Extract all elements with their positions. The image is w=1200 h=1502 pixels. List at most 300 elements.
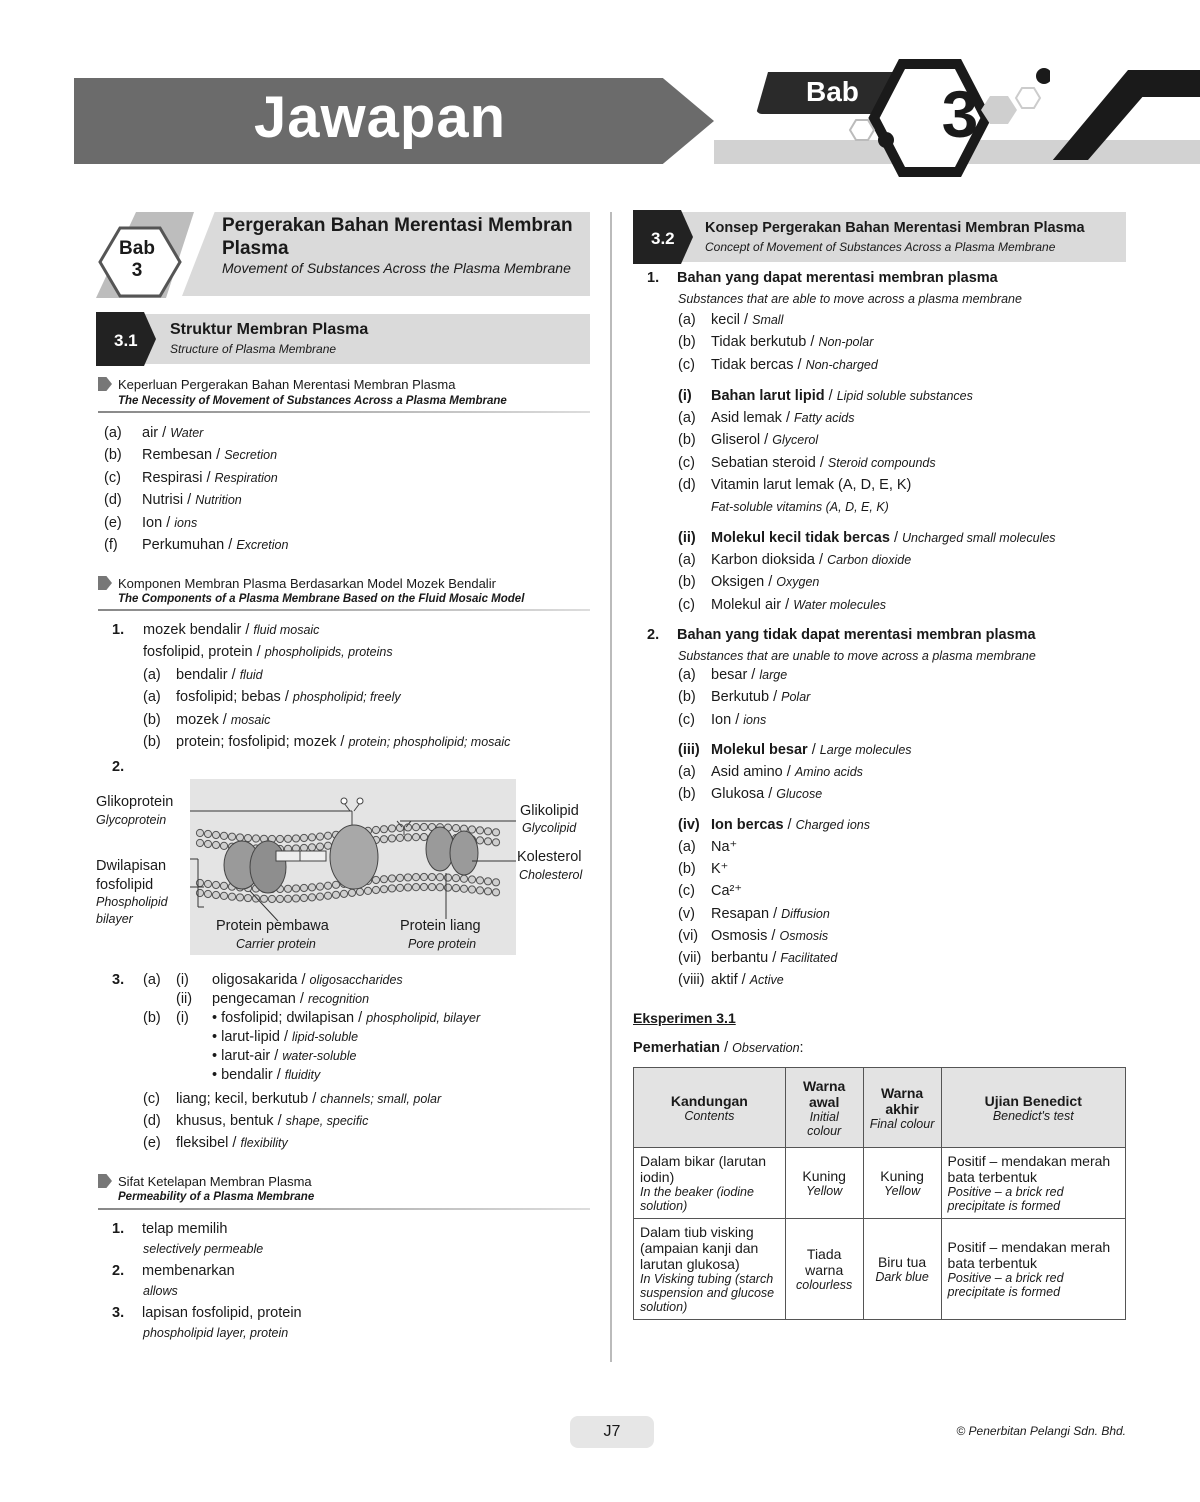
item-text-ms: oligosakarida [212, 972, 298, 988]
list-item [678, 786, 822, 802]
phospholipid-head [380, 876, 387, 883]
item-text-en: Facilitated [780, 951, 838, 965]
phospholipid-head [324, 892, 331, 899]
item-text-en: shape, specific [285, 1114, 369, 1128]
item-text-en: Water molecules [793, 597, 887, 612]
phospholipid-head [316, 883, 323, 890]
item-label: (c) [104, 469, 121, 486]
phospholipid-head [220, 892, 227, 899]
phospholipid-head [212, 831, 219, 838]
item-label: (b) [678, 786, 696, 803]
item-label: (a) [143, 972, 161, 988]
phospholipid-head [220, 832, 227, 839]
separator: / [272, 1067, 285, 1083]
item-label: (d) [104, 492, 122, 509]
th-en: Final colour [869, 1116, 935, 1131]
separator: / [731, 711, 744, 728]
item-text-en: selectively permeable [143, 1242, 264, 1256]
phospholipid-head [308, 844, 315, 851]
column-divider [610, 212, 612, 1362]
phospholipid-head [220, 882, 227, 889]
item-label: (a) [143, 666, 161, 683]
cell-text-ms: Biru tua [877, 1254, 927, 1270]
list-item [678, 861, 728, 877]
item-text-ms: Sebatian steroid [711, 454, 816, 471]
phospholipid-head [316, 893, 323, 900]
list-item [112, 1221, 227, 1237]
separator: / [889, 530, 903, 546]
separator: / [760, 432, 773, 449]
label-glikolipid: Glikolipid [520, 803, 579, 819]
list-item [678, 410, 854, 426]
item-text-ms: Molekul air [711, 596, 782, 613]
phospholipid-head [372, 886, 379, 893]
item-text-ms: berbantu [711, 950, 769, 966]
item-label: (c) [678, 596, 695, 613]
phospholipid-head [484, 828, 491, 835]
bab-badge [114, 238, 160, 282]
sub3-title: Sifat Ketelapan Membran Plasma [118, 1174, 312, 1189]
item-label: (b) [678, 861, 696, 878]
item-label: (viii) [678, 972, 705, 989]
item-number: 3. [112, 1305, 125, 1321]
separator: / [183, 492, 196, 509]
item-number: 2. [112, 1263, 125, 1279]
separator: / [295, 991, 308, 1007]
list-item [143, 1135, 288, 1151]
question-heading [647, 627, 1036, 643]
phospholipid-head [476, 837, 483, 844]
item-label: (b) [143, 711, 161, 728]
phospholipid-head [308, 884, 315, 891]
list-item [678, 928, 828, 944]
item-text-en: water-soluble [282, 1049, 357, 1063]
section-31-badge: 3.1 [114, 331, 138, 350]
list-item [112, 1305, 302, 1321]
list-item [678, 972, 784, 988]
phospholipid-head [332, 891, 339, 898]
phospholipid-head [380, 886, 387, 893]
separator: / [279, 1029, 293, 1045]
phospholipid-head [372, 826, 379, 833]
list-item [112, 1263, 235, 1279]
list-item [104, 492, 242, 508]
item-text-ms: Respirasi [142, 469, 203, 486]
item-text-en: ions [174, 515, 198, 530]
phospholipid-head [292, 835, 299, 842]
phospholipid-head [460, 885, 467, 892]
item-text-en: Respiration [214, 470, 278, 485]
item-label: (a) [678, 410, 696, 426]
phospholipid-head [284, 885, 291, 892]
item-text-en: Large molecules [819, 743, 912, 757]
list-item [143, 1010, 480, 1026]
separator: / [793, 356, 806, 373]
cell-text-ms: Kuning [802, 1168, 846, 1184]
phospholipid-head [244, 894, 251, 901]
item-text-en: large [759, 668, 788, 682]
separator: / [824, 388, 837, 404]
item-text-ms: membenarkan [142, 1263, 235, 1279]
phospholipid-head [388, 825, 395, 832]
table-cell [941, 1148, 1125, 1219]
item-sublabel: (ii) [176, 991, 193, 1007]
table-cell [863, 1219, 941, 1320]
label-phospholipid: Phospholipid [96, 895, 168, 909]
phospholipid-head [492, 839, 499, 846]
item-text-ms: Ion [711, 711, 732, 728]
item-text-ms: lapisan fosfolipid, protein [142, 1305, 302, 1321]
table-cell [785, 1219, 863, 1320]
experiment-title: Eksperimen 3.1 [633, 1010, 736, 1026]
item-label: (a) [143, 689, 161, 706]
phospholipid-head [204, 830, 211, 837]
item-label: (a) [678, 764, 696, 780]
item-text-ms: Karbon dioksida [711, 552, 815, 568]
item-text-en: Non-polar [818, 335, 874, 350]
label-dwilapisan: Dwilapisan [96, 858, 167, 874]
phospholipid-head [396, 834, 403, 841]
item-text-ms: kecil [711, 312, 741, 328]
item-text-en: protein; phospholipid; mosaic [348, 735, 511, 749]
phospholipid-head [420, 883, 427, 890]
subhead-arrow-icon [98, 377, 112, 391]
sub1-title: Keperluan Pergerakan Bahan Merentasi Membran Plasma [118, 377, 456, 392]
item-text-ms: khusus, bentuk [176, 1113, 274, 1129]
list-item [678, 839, 737, 855]
separator: / [228, 1135, 241, 1151]
item-text-en: Substances that are unable to move across a plasma membrane [678, 649, 1036, 663]
phospholipid-head [300, 834, 307, 841]
table-cell [785, 1148, 863, 1219]
item-text-en: Amino acids [794, 765, 863, 779]
list-item [143, 1048, 356, 1064]
separator: / [252, 644, 265, 661]
separator: / [781, 410, 795, 426]
item-text-en: Polar [781, 690, 811, 705]
observation-table [633, 1067, 1126, 1320]
cell-text-ms: Kuning [880, 1168, 924, 1184]
item-text-ms: Glukosa [711, 786, 765, 803]
phospholipid-head [484, 878, 491, 885]
table-cell [863, 1148, 941, 1219]
item-text-en: Non-charged [805, 357, 878, 372]
item-text-ms: mozek bendalir [143, 622, 242, 638]
item-text-ms: Rembesan [142, 447, 213, 464]
phospholipid-head [492, 829, 499, 836]
separator: / [783, 817, 796, 833]
item-text-ms: Bahan yang dapat merentasi membran plasma [677, 270, 998, 286]
phospholipid-head [484, 888, 491, 895]
th-en: Initial colour [807, 1109, 842, 1138]
phospholipid-head [340, 890, 347, 897]
list-item [678, 764, 863, 780]
phospholipid-head [436, 884, 443, 891]
phospholipid-head [412, 824, 419, 831]
phospholipid-head [292, 885, 299, 892]
th-ms: Warna akhir [880, 1084, 924, 1117]
separator: / [336, 734, 349, 750]
separator: / [764, 574, 777, 591]
phospholipid-head [252, 895, 259, 902]
item-label: (b) [678, 432, 696, 449]
phospholipid-head [204, 840, 211, 847]
phospholipid-head [196, 889, 203, 896]
separator: / [806, 334, 819, 351]
item-text-en: Secretion [224, 448, 278, 463]
item-text-en: Carbon dioxide [827, 553, 912, 567]
sub3-rule [98, 1208, 590, 1210]
item-text-ms: fleksibel [176, 1135, 229, 1151]
phospholipid-head [348, 889, 355, 896]
phospholipid-head [492, 879, 499, 886]
list-item [143, 622, 319, 638]
list-item [678, 883, 742, 899]
phospholipid-head [380, 836, 387, 843]
sub2-title: Komponen Membran Plasma Berdasarkan Model Mozek Bendalir [118, 576, 496, 591]
list-item [143, 972, 403, 988]
phospholipid-head [212, 891, 219, 898]
phospholipid-head [404, 884, 411, 891]
sub1-heading [98, 377, 455, 392]
phospholipid-head [236, 834, 243, 841]
item-text-ms: Asid lemak [711, 410, 782, 426]
group-heading [678, 817, 870, 833]
page-number: J7 [570, 1416, 654, 1448]
th-ms: Ujian Benedict [984, 1092, 1082, 1109]
item-text-ms: Gliserol [711, 432, 761, 449]
item-label: (iv) [678, 817, 700, 833]
phospholipid-head [492, 889, 499, 896]
item-text-en: channels; small, polar [320, 1092, 442, 1106]
item-text-en: Oxygen [776, 575, 820, 590]
separator: / [781, 596, 794, 613]
separator: / [354, 1010, 367, 1026]
separator: / [227, 666, 240, 683]
item-text-ms: Ion bercas [711, 817, 784, 833]
item-text-en: ions [743, 712, 767, 727]
phospholipid-head [436, 874, 443, 881]
table-row [634, 1219, 1126, 1320]
sub1-rule [98, 411, 590, 413]
item-text-en: Steroid compounds [827, 455, 936, 470]
label-pore-protein: Pore protein [408, 937, 477, 951]
phospholipid-head [316, 833, 323, 840]
list-item [143, 1113, 368, 1129]
item-label: (c) [678, 356, 695, 373]
phospholipid-head [428, 883, 435, 890]
separator: / [202, 469, 215, 486]
bab-label: Bab [806, 76, 859, 107]
separator: / [769, 905, 782, 922]
item-label: (b) [678, 689, 696, 706]
item-text-en: fluid [239, 667, 263, 682]
phospholipid-head [428, 873, 435, 880]
phospholipid-head [388, 885, 395, 892]
item-label: (b) [104, 447, 122, 464]
list-item [143, 1029, 358, 1045]
phospholipid-head [468, 886, 475, 893]
item-text-en: flexibility [240, 1136, 288, 1150]
item-text-en: fluidity [284, 1068, 321, 1082]
label-protein-pembawa: Protein pembawa [216, 918, 329, 934]
item-text-en: Water [170, 426, 204, 440]
separator: / [782, 764, 795, 780]
phospholipid-head [228, 833, 235, 840]
item-text-en: Small [752, 313, 784, 327]
group-heading [678, 742, 912, 758]
item-text-en: lipid-soluble [292, 1030, 359, 1044]
question-heading [647, 270, 998, 286]
bab-badge-number: 3 [131, 260, 143, 281]
item-text-en: Fatty acids [794, 411, 855, 425]
item-text-ms: Bahan yang tidak dapat merentasi membran plasma [677, 627, 1036, 643]
separator: / [764, 786, 777, 803]
separator: / [158, 425, 171, 441]
phospholipid-head [388, 875, 395, 882]
item-label: (f) [104, 537, 118, 553]
item-text-en: phospholipids, proteins [264, 645, 393, 660]
group-heading [678, 530, 1056, 546]
cell-text-en: colourless [796, 1278, 853, 1292]
item-text-en: Lipid soluble substances [836, 389, 973, 403]
item-text-ms: aktif [711, 972, 738, 989]
list-item [678, 357, 878, 373]
separator: / [767, 927, 780, 944]
phospholipid-head [444, 884, 451, 891]
item-text-en: Diffusion [781, 906, 830, 921]
list-item [678, 597, 886, 613]
phospholipid-head [268, 895, 275, 902]
item-text-ms: Resapan [711, 905, 770, 922]
phospholipid-head [204, 890, 211, 897]
item-text-ms: fosfolipid, protein [143, 644, 253, 661]
separator: / [737, 972, 750, 989]
list-item [143, 734, 510, 750]
item-sublabel: (i) [176, 972, 189, 988]
phospholipid-head [468, 826, 475, 833]
table-header-row [634, 1068, 1126, 1148]
item-label: (d) [143, 1113, 161, 1129]
separator: / [218, 711, 231, 728]
phospholipid-head [228, 893, 235, 900]
item-text-ms: • larut-lipid [212, 1029, 280, 1045]
list-item [143, 689, 401, 705]
th-en: Contents [684, 1108, 735, 1123]
item-text-en: Excretion [236, 538, 289, 552]
phospholipid-head [396, 874, 403, 881]
phospholipid-head [324, 832, 331, 839]
item-label: (vi) [678, 927, 699, 944]
item-text-en: recognition [307, 992, 370, 1006]
phospholipid-head [468, 876, 475, 883]
item-text-ms: protein; fosfolipid; mozek [176, 734, 337, 750]
item-text-ms: Tidak berkutub [711, 334, 807, 351]
phospholipid-head [252, 835, 259, 842]
cell-text-en: Yellow [884, 1184, 921, 1198]
label-glikoprotein: Glikoprotein [96, 794, 174, 810]
item-text-ms: pengecaman [212, 991, 296, 1007]
list-item [678, 712, 766, 728]
phospholipid-head [404, 874, 411, 881]
subhead-arrow-icon [98, 576, 112, 590]
phospholipid-head [300, 884, 307, 891]
item-text-ms: fosfolipid; bebas [176, 689, 281, 706]
phospholipid-head [420, 833, 427, 840]
separator: / [807, 742, 820, 758]
phospholipid-head [412, 874, 419, 881]
item-number: 2. [647, 627, 660, 643]
separator: / [297, 972, 310, 988]
observation-en: Observation [732, 1041, 800, 1055]
table-cell [634, 1219, 786, 1320]
list-item [104, 425, 203, 441]
item-text-ms: Bahan larut lipid [711, 388, 825, 404]
sub2-subtitle: The Components of a Plasma Membrane Based on the Fluid Mosaic Model [118, 593, 525, 605]
item-text-en: oligosaccharides [309, 973, 403, 987]
item-label: (b) [678, 334, 696, 351]
item-label: (a) [678, 667, 696, 683]
th-benedict [941, 1068, 1125, 1148]
section-32-badge: 3.2 [651, 229, 675, 248]
phospholipid-head [372, 876, 379, 883]
th-final [863, 1068, 941, 1148]
item-text-ms: Oksigen [711, 574, 765, 591]
separator: / [815, 454, 828, 471]
list-item [678, 432, 818, 448]
section-32-title: Konsep Pergerakan Bahan Merentasi Membran Plasma [705, 220, 1085, 236]
item-label: (c) [143, 1091, 160, 1107]
item-text-en: phospholipid; freely [292, 690, 401, 705]
item-text-ms: telap memilih [142, 1221, 228, 1237]
list-item [143, 1067, 320, 1083]
phospholipid-head [308, 894, 315, 901]
list-item [143, 667, 263, 683]
separator: / [747, 667, 760, 683]
phospholipid-head [412, 834, 419, 841]
cell-text-en: Positive – a brick red precipitate is formed [947, 1271, 1064, 1299]
phospholipid-head [364, 887, 371, 894]
sub2-heading [98, 576, 496, 591]
list-item [104, 470, 278, 486]
sub3-heading [98, 1174, 312, 1189]
item-text-ms: bendalir [176, 666, 228, 683]
phospholipid-head [316, 843, 323, 850]
phospholipid-head [300, 844, 307, 851]
item-label: (b) [143, 1010, 161, 1026]
phospholipid-head [284, 835, 291, 842]
phospholipid-head [484, 838, 491, 845]
cell-text-en: Dark blue [875, 1270, 929, 1284]
list-item [678, 574, 819, 590]
phospholipid-head [476, 887, 483, 894]
item-label: (v) [678, 905, 695, 922]
item-label: (iii) [678, 742, 700, 758]
item-label: (a) [678, 312, 696, 328]
cell-text-en: Positive – a brick red precipitate is formed [947, 1185, 1064, 1213]
list-item [678, 950, 837, 966]
item-label: (b) [678, 574, 696, 591]
item-text-en: Active [749, 973, 784, 988]
cell-text-ms: Dalam tiub visking (ampaian kanji dan larutan glukosa) [640, 1224, 759, 1272]
chapter-number: 3 [941, 77, 979, 151]
cell-text-en: In the beaker (iodine solution) [640, 1185, 754, 1213]
list-item [678, 455, 936, 471]
phospholipid-head [460, 875, 467, 882]
item-label: (a) [104, 425, 122, 441]
list-item [678, 334, 873, 350]
phospholipid-head [356, 888, 363, 895]
